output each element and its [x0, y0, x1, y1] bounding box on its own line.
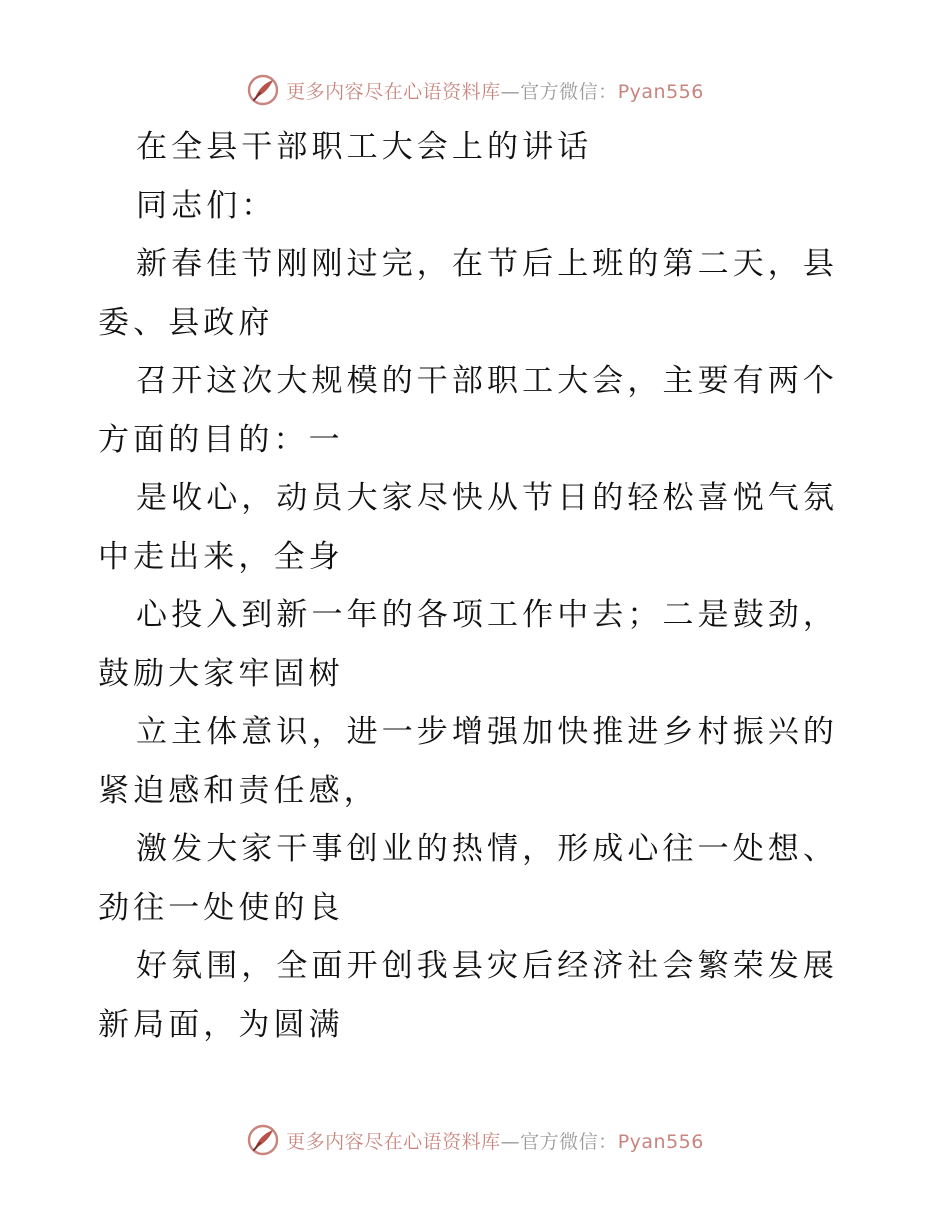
body-paragraph: 立主体意识，进一步增强加快推进乡村振兴的紧迫感和责任感， [98, 714, 838, 809]
body-paragraph: 激发大家干事创业的热情，形成心往一处想、劲往一处使的良 [98, 831, 838, 926]
footer-watermark [0, 1120, 950, 1160]
watermark-brand: 更多内容尽在心语资料库 [286, 80, 501, 103]
watermark-text [286, 77, 704, 104]
watermark-text [286, 1127, 704, 1154]
salutation: 同志们： [136, 187, 277, 224]
document-body [98, 118, 858, 1054]
watermark-wechat-id: Pyan556 [617, 1130, 704, 1153]
watermark-official-label: 官方微信： [520, 1130, 618, 1153]
watermark-brand: 更多内容尽在心语资料库 [286, 1130, 501, 1153]
body-paragraph: 是收心，动员大家尽快从节日的轻松喜悦气氛中走出来，全身 [98, 480, 838, 575]
watermark-dash: — [500, 80, 521, 103]
watermark-official-label: 官方微信： [520, 80, 618, 103]
watermark-wechat-id: Pyan556 [617, 80, 704, 103]
feather-pen-icon [246, 1123, 280, 1157]
body-paragraph: 召开这次大规模的干部职工大会，主要有两个方面的目的：一 [98, 363, 838, 458]
body-paragraph: 新春佳节刚刚过完，在节后上班的第二天，县委、县政府 [98, 246, 838, 341]
watermark-dash: — [500, 1130, 521, 1153]
feather-pen-icon [246, 73, 280, 107]
body-paragraph: 心投入到新一年的各项工作中去；二是鼓劲，鼓励大家牢固树 [98, 597, 838, 692]
header-watermark [0, 70, 950, 110]
document-title: 在全县干部职工大会上的讲话 [136, 129, 593, 165]
body-paragraph: 好氛围，全面开创我县灾后经济社会繁荣发展新局面，为圆满 [98, 948, 838, 1043]
